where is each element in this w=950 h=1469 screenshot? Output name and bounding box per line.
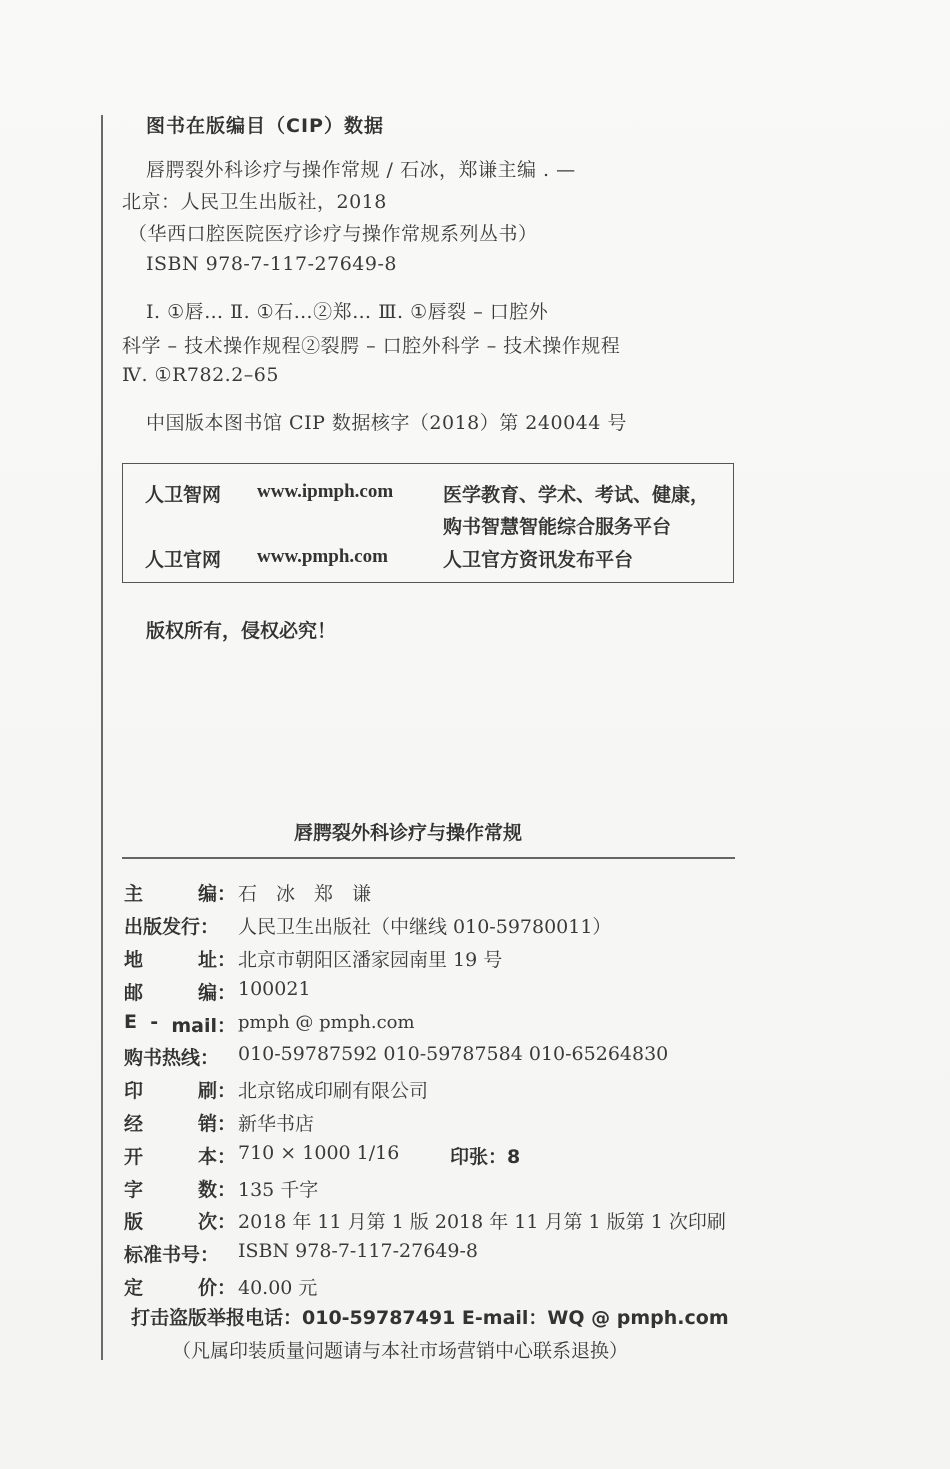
cip-line-1: 唇腭裂外科诊疗与操作常规 / 石冰，郑谦主编 . —	[146, 159, 576, 181]
words-value: 135 千字	[238, 1179, 319, 1201]
printer-label: 印 刷：	[124, 1080, 236, 1102]
distributor-label: 经 销：	[124, 1113, 236, 1135]
address-value: 北京市朝阳区潘家园南里 19 号	[238, 949, 503, 971]
cip-title: 图书在版编目（CIP）数据	[146, 115, 384, 137]
cip-line-4: ISBN 978-7-117-27649-8	[146, 253, 397, 275]
price-label: 定 价：	[124, 1277, 236, 1299]
postcode-value: 100021	[238, 978, 311, 1000]
box-row1-desc-a: 医学教育、学术、考试、健康，	[443, 484, 710, 506]
box-row2-name: 人卫官网	[145, 549, 222, 571]
hotline-value: 010-59787592 010-59787584 010-65264830	[238, 1043, 669, 1065]
cip-line-5: Ⅰ. ①唇… Ⅱ. ①石…②郑… Ⅲ. ①唇裂 – 口腔外	[146, 301, 549, 323]
address-label: 地 址：	[124, 949, 236, 971]
binding-margin-line	[101, 115, 103, 1360]
title-divider	[122, 857, 735, 859]
book-title: 唇腭裂外科诊疗与操作常规	[294, 822, 523, 844]
distributor-value: 新华书店	[238, 1113, 315, 1135]
format-label: 开 本：	[124, 1146, 236, 1168]
printer-value: 北京铭成印刷有限公司	[238, 1080, 429, 1102]
box-row1-desc-b: 购书智慧智能综合服务平台	[443, 516, 672, 538]
isbn-label: 标准书号：	[124, 1244, 220, 1266]
publisher-label: 出版发行：	[124, 916, 220, 938]
copyright-notice: 版权所有，侵权必究！	[146, 620, 337, 642]
publisher-value: 人民卫生出版社（中继线 010-59780011）	[238, 916, 612, 938]
words-label: 字 数：	[124, 1179, 236, 1201]
box-row1-name: 人卫智网	[145, 484, 222, 506]
price-value: 40.00 元	[238, 1277, 318, 1299]
cip-line-7: Ⅳ. ①R782.2–65	[122, 364, 279, 386]
edition-value: 2018 年 11 月第 1 版 2018 年 11 月第 1 版第 1 次印刷	[238, 1211, 726, 1233]
cip-line-6: 科学 – 技术操作规程②裂腭 – 口腔外科学 – 技术操作规程	[122, 335, 621, 357]
hotline-label: 购书热线：	[124, 1047, 220, 1069]
cip-line-8: 中国版本图书馆 CIP 数据核字（2018）第 240044 号	[146, 412, 627, 434]
cip-line-2: 北京：人民卫生出版社，2018	[122, 191, 387, 213]
edition-label: 版 次：	[124, 1211, 236, 1233]
isbn-value: ISBN 978-7-117-27649-8	[238, 1240, 478, 1262]
box-row2-url[interactable]: www.pmph.com	[257, 546, 388, 567]
email-label: E - mail：	[124, 1011, 236, 1037]
quality-notice: （凡属印装质量问题请与本社市场营销中心联系退换）	[172, 1340, 629, 1362]
postcode-label: 邮 编：	[124, 982, 236, 1004]
box-row2-desc: 人卫官方资讯发布平台	[443, 549, 634, 571]
sheets-value: 印张：8	[450, 1146, 521, 1168]
email-value[interactable]: pmph @ pmph.com	[238, 1012, 415, 1033]
editor-value: 石 冰 郑 谦	[238, 883, 372, 905]
editor-label: 主 编：	[124, 883, 236, 905]
antipiracy-hotline: 打击盗版举报电话：010-59787491 E-mail：WQ @ pmph.com	[131, 1307, 729, 1329]
cip-line-3: （华西口腔医院医疗诊疗与操作常规系列丛书）	[128, 223, 538, 245]
box-row1-url[interactable]: www.ipmph.com	[257, 481, 394, 502]
format-value: 710 × 1000 1/16	[238, 1142, 400, 1164]
